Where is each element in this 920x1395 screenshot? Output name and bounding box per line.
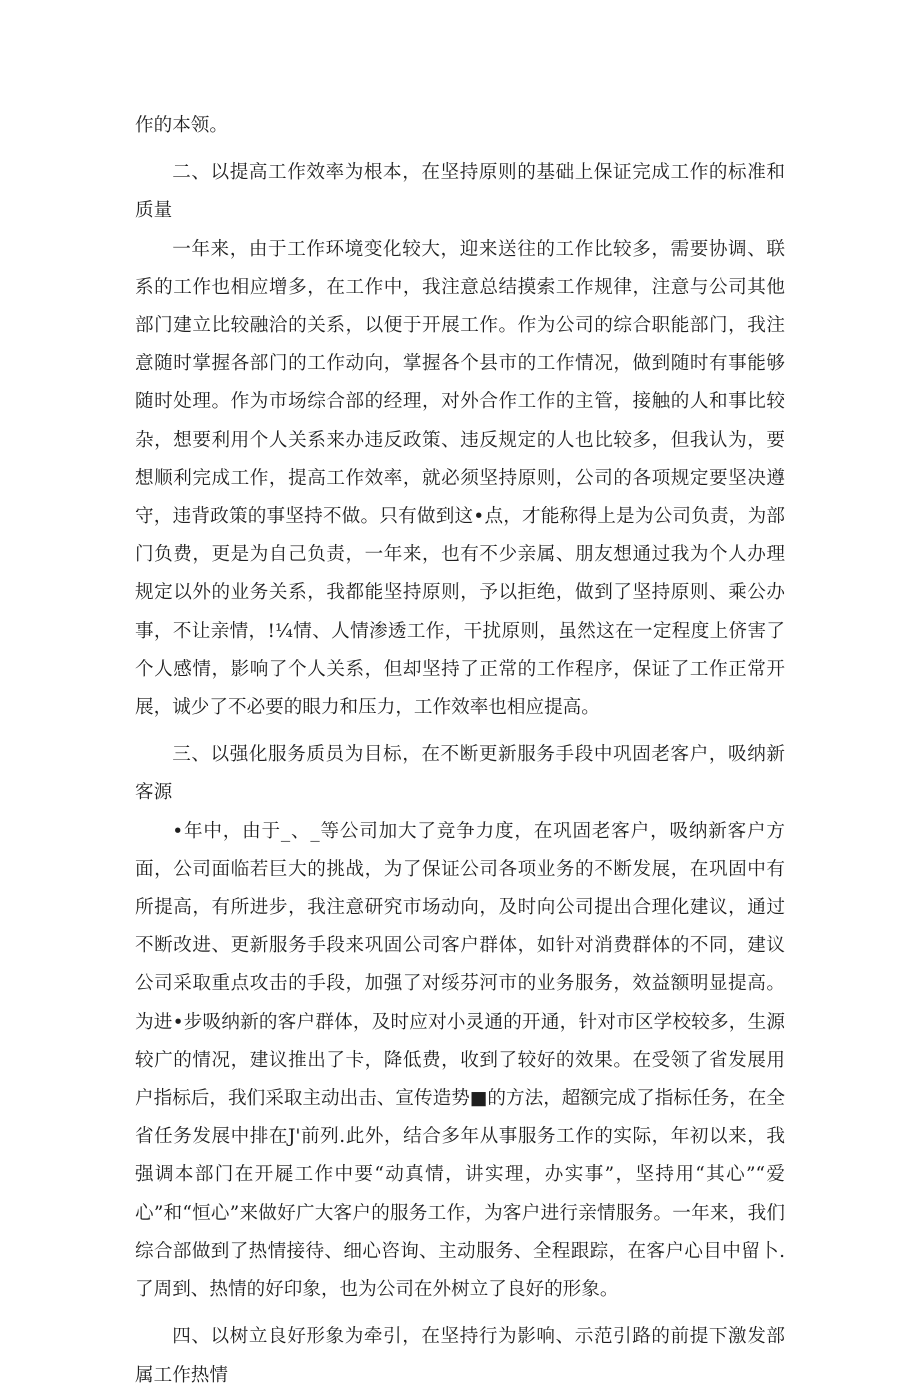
document-body [135, 107, 785, 1395]
section-heading-4: 四、以树立良好形象为牵引，在坚持行为影响、示范引路的前提下激发部属工作热情 [135, 1326, 785, 1386]
paragraph-continuation: 作的本领。 [135, 115, 228, 136]
paragraph-section-3: •年中，由于_、_等公司加大了竞争力度，在巩固老客户，吸纳新客户方面，公司面临若巨大的挑战，为了保证公司各项业务的不断发展，在巩固中有所提高，有所进步，我注意研究市场动向，及时向公司提出合理化建议，通过不断改进、更新服务手段来巩固公司客户群体，如针对消费群体的不同，建议公司采取重点攻击的手段，加强了对绥芬河市的业务服务，效益额明显提高。为进•步吸纳新的客户群体，及时应对小灵通的开通，针对市区学校较多，生源较广的情况，建议推出了卡，降低费，收到了较好的效果。在受领了省发展用户指标后，我们采取主动出击、宣传造势■的方法，超额完成了指标任务，在全省任务发展中排在J'前列.此外，结合多年从事服务工作的实际，年初以来，我强调本部门在开屣工作中要“动真情，讲实理，办实事”，坚持用“其心”“爱心”和“恒心”来做好广大客户的服务工作，为客户进行亲情服务。一年来，我们综合部做到了热情接待、细心咨询、主动服务、全程跟踪，在客户心目中留卜.了周到、热情的好印象，也为公司在外树立了良好的形象。 [135, 820, 785, 1301]
section-heading-3: 三、以强化服务质员为目标，在不断更新服务手段中巩固老客户，吸纳新客源 [135, 744, 785, 804]
section-heading-2: 二、以提高工作效率为根本，在坚持原则的基础上保证完成工作的标准和质量 [135, 162, 785, 222]
paragraph-section-2: 一年来，由于工作环境变化较大，迎来送往的工作比较多，需要协调、联系的工作也相应增多，在工作中，我注意总结摸索工作规律，注意与公司其他部门建立比较融洽的关系，以便于开展工作。作为公司的综合职能部门，我注意随时掌握各部门的工作动向，掌握各个县市的工作情况，做到随时有事能够随时处理。作为市场综合部的经理，对外合作工作的主管，接触的人和事比较杂，想要利用个人关系来办违反政策、违反规定的人也比较多，但我认为，要想顺利完成工作，提高工作效率，就必须坚持原则，公司的各项规定要坚决遵守，违背政策的事坚持不做。只有做到这•点，才能称得上是为公司负责，为部门负费，更是为自己负责，一年来，也有不少亲属、朋友想通过我为个人办理规定以外的业务关系，我都能坚持原则，予以拒绝，做到了坚持原则、乘公办事，不让亲情，!¼情、人情渗透工作，干扰原则，虽然这在一定程度上侪害了个人感情，影响了个人关系，但却坚持了正常的工作程序，保证了工作正常开展，诚少了不必要的眼力和压力，工作效率也相应提高。 [135, 238, 785, 719]
